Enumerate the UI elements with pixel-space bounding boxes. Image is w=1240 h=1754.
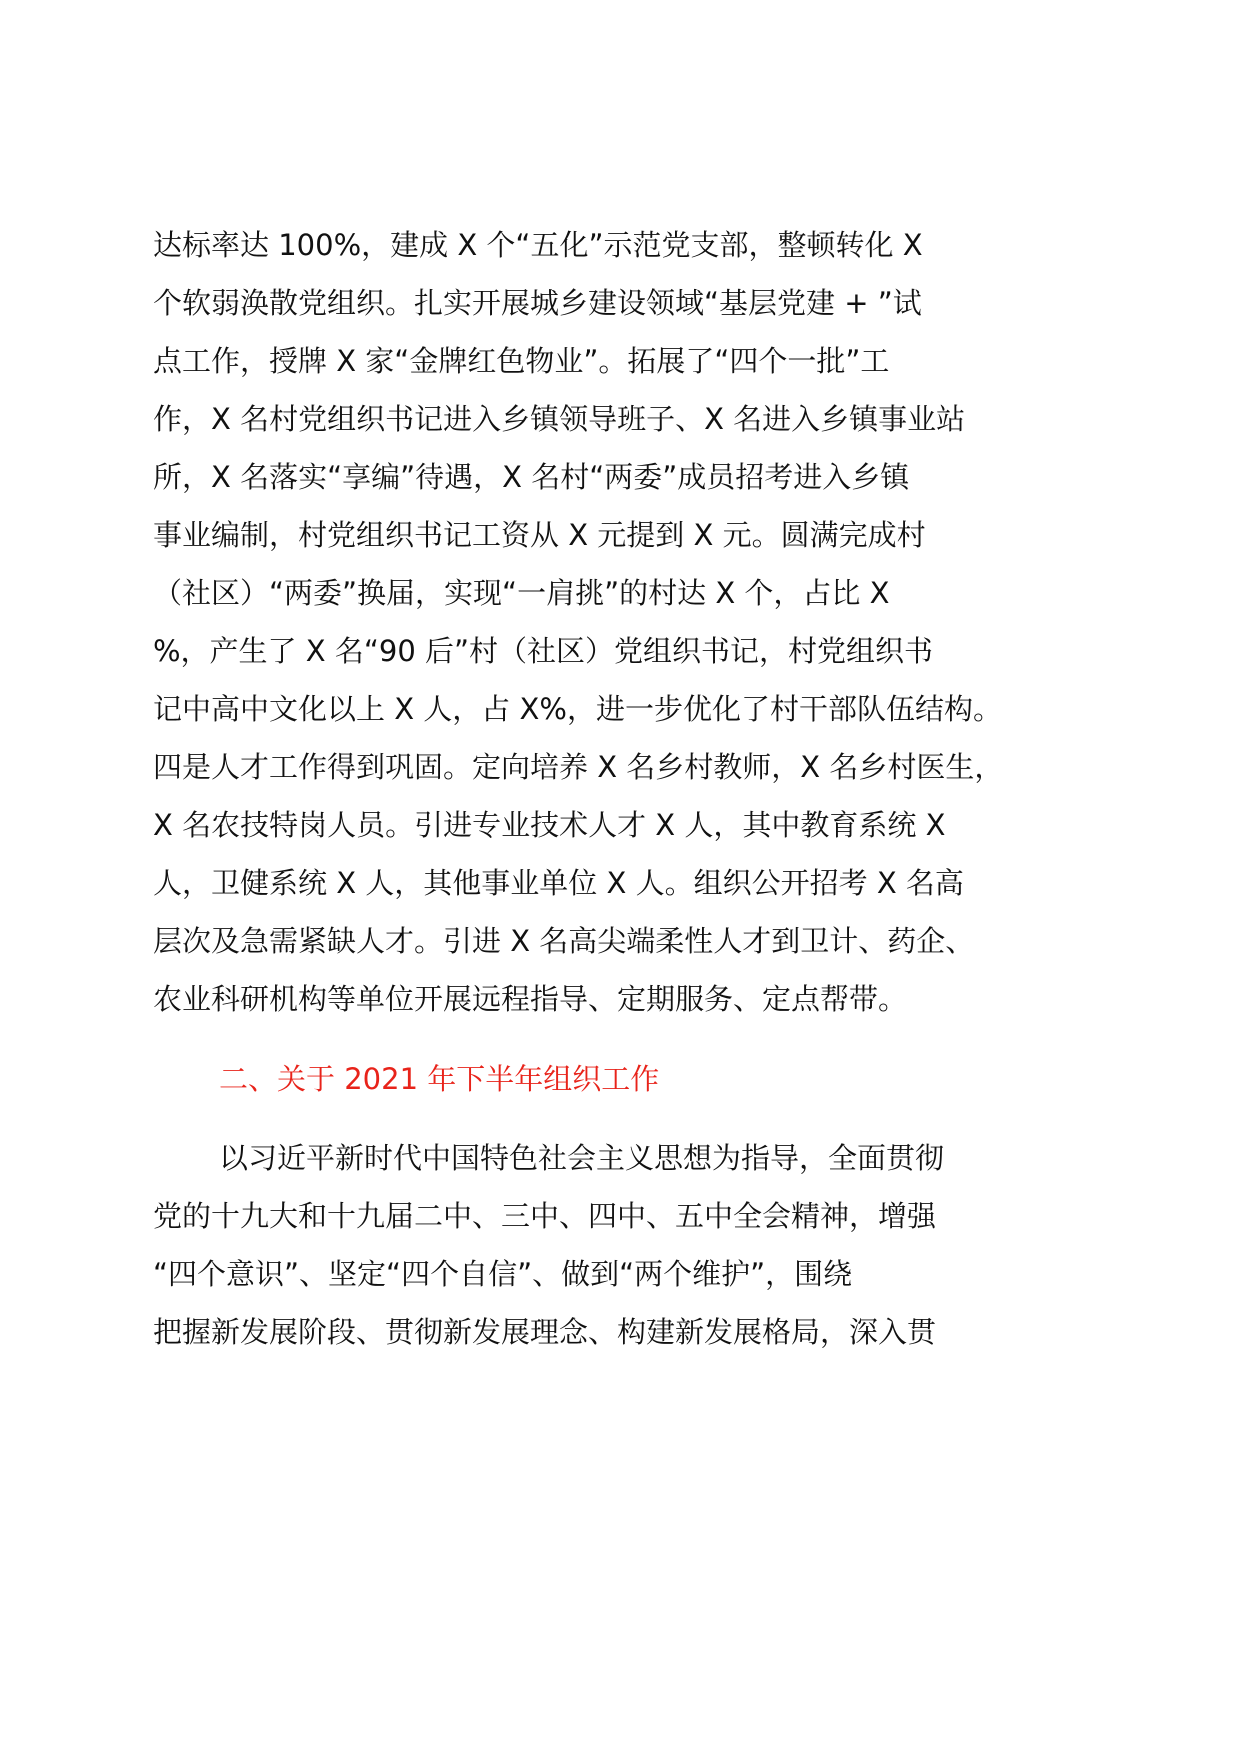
paragraph-2-line-2: 党的十九大和十九届二中、三中、四中、五中全会精神，增强 [153, 1199, 937, 1233]
paragraph-1-line-13: 层次及急需紧缺人才。引进 X 名高尖端柔性人才到卫计、药企、 [153, 924, 975, 958]
paragraph-1-line-8: %，产生了 X 名“90 后”村（社区）党组织书记，村党组织书 [153, 634, 934, 668]
section-heading: 二、关于 2021 年下半年组织工作 [219, 1062, 660, 1096]
paragraph-2-line-4: 把握新发展阶段、贯彻新发展理念、构建新发展格局，深入贯 [153, 1315, 937, 1349]
paragraph-1-line-11: X 名农技特岗人员。引进专业技术人才 X 人，其中教育系统 X [153, 808, 946, 842]
paragraph-1-line-14: 农业科研机构等单位开展远程指导、定期服务、定点帮带。 [153, 982, 908, 1016]
paragraph-2-line-1: 以习近平新时代中国特色社会主义思想为指导，全面贯彻 [219, 1141, 945, 1175]
paragraph-1-line-2: 个软弱涣散党组织。扎实开展城乡建设领域“基层党建 + ”试 [153, 286, 922, 320]
paragraph-1-line-10: 四是人才工作得到巩固。定向培养 X 名乡村教师，X 名乡村医生， [153, 750, 1004, 784]
paragraph-1-line-6: 事业编制，村党组织书记工资从 X 元提到 X 元。圆满完成村 [153, 518, 926, 552]
paragraph-1-line-1: 达标率达 100%，建成 X 个“五化”示范党支部，整顿转化 X [153, 228, 923, 262]
paragraph-1-line-9: 记中高中文化以上 X 人，占 X%，进一步优化了村干部队伍结构。 [153, 692, 1002, 726]
paragraph-1-line-7: （社区）“两委”换届，实现“一肩挑”的村达 X 个，占比 X [153, 576, 890, 610]
paragraph-1-line-4: 作，X 名村党组织书记进入乡镇领导班子、X 名进入乡镇事业站 [153, 402, 966, 436]
paragraph-1-line-12: 人，卫健系统 X 人，其他事业单位 X 人。组织公开招考 X 名高 [153, 866, 964, 900]
paragraph-2-line-3: “四个意识”、坚定“四个自信”、做到“两个维护”，围绕 [153, 1257, 853, 1291]
paragraph-1-line-3: 点工作，授牌 X 家“金牌红色物业”。拓展了“四个一批”工 [153, 344, 890, 378]
paragraph-1-line-5: 所，X 名落实“享编”待遇，X 名村“两委”成员招考进入乡镇 [153, 460, 910, 494]
